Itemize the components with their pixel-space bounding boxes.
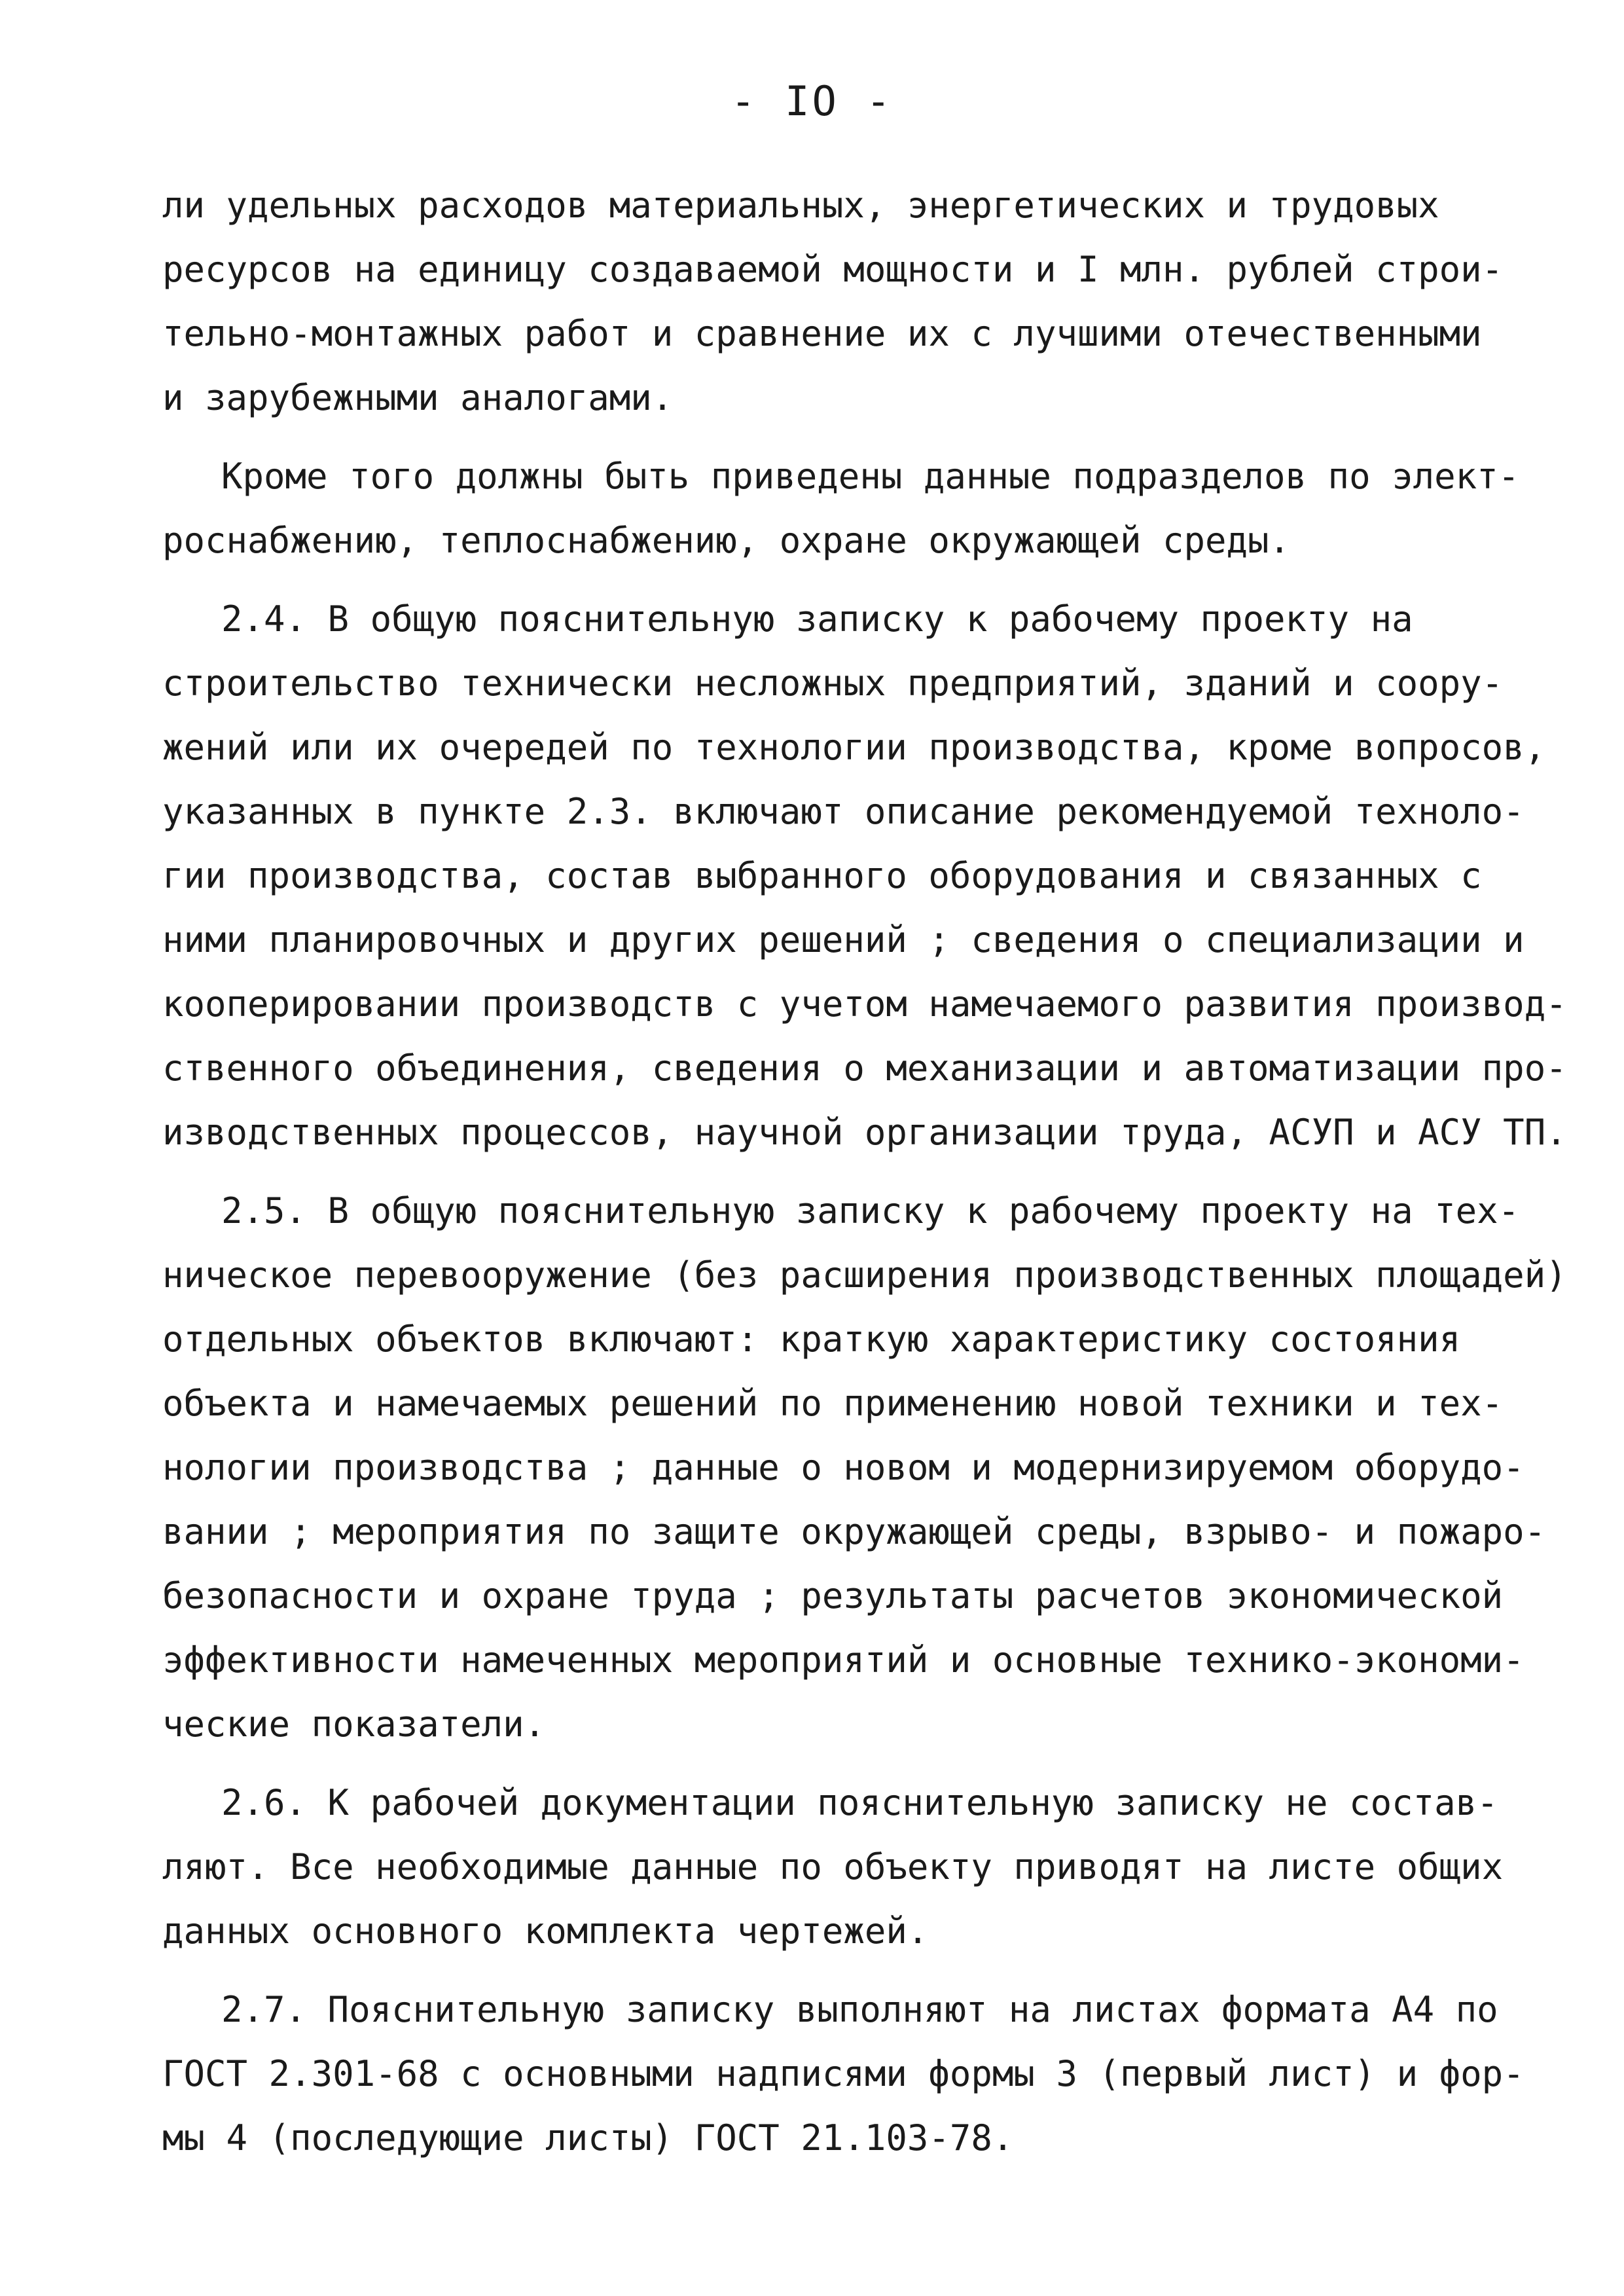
text-line: ническое перевооружение (без расширения производственных площадей) [162,1254,1567,1296]
page-number: - IO - [731,77,893,125]
text-line: ческие показатели. [162,1704,546,1745]
paragraph-additional-data [162,445,1520,573]
text-line: данных основного комплекта чертежей. [162,1910,929,1952]
text-line: и зарубежными аналогами. [162,377,674,418]
text-line: кооперировании производств с учетом намечаемого развития производ- [162,983,1567,1025]
text-line: Кроме того должны быть приведены данные подразделов по элект- [221,456,1520,497]
paragraph-2-7 [162,1978,1525,2170]
text-line: изводственных процессов, научной организации труда, АСУП и АСУ ТП. [162,1112,1567,1153]
text-line: ГОСТ 2.301-68 с основными надписями формы 3 (первый лист) и фор- [162,2053,1525,2094]
text-line: эффективности намеченных мероприятий и основные технико-экономи- [162,1639,1525,1681]
text-line: жений или их очередей по технологии производства, кроме вопросов, [162,727,1546,768]
paragraph-2-6 [162,1771,1504,1963]
text-line: мы 4 (последующие листы) ГОСТ 21.103-78. [162,2117,1014,2159]
text-line: 2.5. В общую пояснительную записку к рабочему проекту на тех- [221,1190,1520,1231]
text-line: ли удельных расходов материальных, энергетических и трудовых [162,185,1439,226]
text-line: указанных в пункте 2.3. включают описание рекомендуемой техноло- [162,791,1525,832]
text-line: ственного объединения, сведения о механизации и автоматизации про- [162,1048,1567,1089]
paragraph-continuation [162,173,1504,430]
text-line: 2.4. В общую пояснительную записку к рабочему проекту на [221,598,1413,640]
text-line: 2.6. К рабочей документации пояснительную записку не состав- [221,1782,1498,1823]
text-line: гии производства, состав выбранного оборудования и связанных с [162,855,1482,896]
text-line: безопасности и охране труда ; результаты расчетов экономической [162,1575,1504,1616]
text-line: строительство технически несложных предприятий, зданий и соору- [162,663,1504,704]
text-line: вании ; мероприятия по защите окружающей среды, взрыво- и пожаро- [162,1511,1546,1552]
text-line: ляют. Все необходимые данные по объекту приводят на листе общих [162,1846,1504,1887]
paragraph-2-5 [162,1179,1567,1757]
text-line: отдельных объектов включают: краткую характеристику состояния [162,1319,1461,1360]
text-line: ресурсов на единицу создаваемой мощности и I млн. рублей строи- [162,249,1504,290]
text-line: объекта и намечаемых решений по применению новой техники и тех- [162,1383,1504,1424]
text-line: ними планировочных и других решений ; сведения о специализации и [162,919,1525,960]
paragraph-2-4 [162,587,1567,1165]
text-line: тельно-монтажных работ и сравнение их с лучшими отечественными [162,313,1482,354]
text-line: роснабжению, теплоснабжению, охране окружающей среды. [162,520,1291,561]
text-line: 2.7. Пояснительную записку выполняют на листах формата А4 по [221,1989,1498,2030]
text-line: нологии производства ; данные о новом и модернизируемом оборудо- [162,1447,1525,1488]
document-body [162,173,1567,2170]
